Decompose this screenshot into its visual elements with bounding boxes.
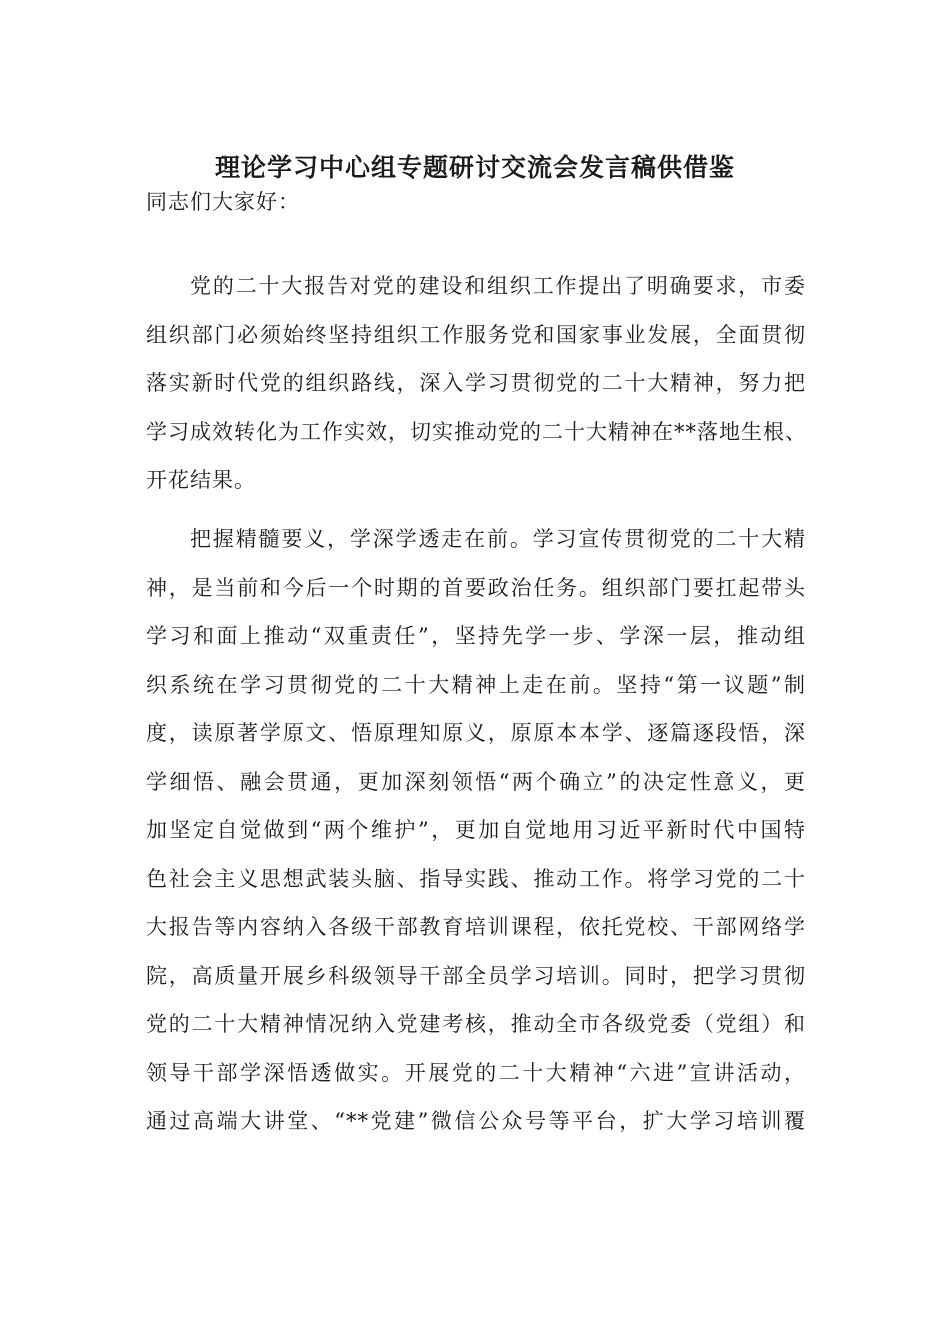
paragraph-line: 领导干部学深悟透做实。开展党的二十大精神“六进”宣讲活动， [146, 1060, 806, 1085]
paragraph-line: 党的二十大精神情况纳入党建考核，推动全市各级党委（党组）和 [146, 1012, 806, 1036]
paragraph-1 [146, 262, 806, 505]
paragraph-line: 开花结果。 [146, 468, 256, 492]
paragraph-line: 神，是当前和今后一个时期的首要政治任务。组织部门要扛起带头 [146, 575, 806, 600]
paragraph-line: 学习和面上推动“双重责任”，坚持先学一步、学深一层，推动组 [146, 624, 806, 648]
paragraph-line: 色社会主义思想武装头脑、指导实践、推动工作。将学习党的二十 [146, 866, 806, 891]
paragraph-line: 落实新时代党的组织路线，深入学习贯彻党的二十大精神，努力把 [146, 371, 806, 395]
paragraph-line: 加坚定自觉做到“两个维护”，更加自觉地用习近平新时代中国特 [146, 818, 806, 842]
paragraph-line: 学习成效转化为工作实效，切实推动党的二十大精神在**落地生根、 [146, 419, 807, 444]
paragraph-line: 把握精髓要义，学深学透走在前。学习宣传贯彻党的二十大精 [190, 527, 806, 551]
paragraph-line: 党的二十大报告对党的建设和组织工作提出了明确要求，市委 [190, 274, 806, 298]
paragraph-line: 大报告等内容纳入各级干部教育培训课程，依托党校、干部网络学 [146, 915, 806, 939]
paragraph-line: 通过高端大讲堂、“**党建”微信公众号等平台，扩大学习培训覆 [146, 1109, 806, 1133]
paragraph-line: 织系统在学习贯彻党的二十大精神上走在前。坚持“第一议题”制 [146, 672, 806, 697]
paragraph-line: 院，高质量开展乡科级领导干部全员学习培训。同时，把学习贯彻 [146, 963, 806, 988]
document-title: 理论学习中心组专题研讨交流会发言稿供借鉴 [214, 153, 735, 182]
paragraph-2 [146, 515, 806, 1146]
paragraph-line: 学细悟、融会贯通，更加深刻领悟“两个确立”的决定性意义，更 [146, 769, 806, 794]
paragraph-line: 度，读原著学原文、悟原理知原义，原原本本学、逐篇逐段悟，深 [146, 721, 806, 745]
greeting-text: 同志们大家好： [146, 190, 300, 214]
paragraph-line: 组织部门必须始终坚持组织工作服务党和国家事业发展，全面贯彻 [146, 322, 806, 347]
